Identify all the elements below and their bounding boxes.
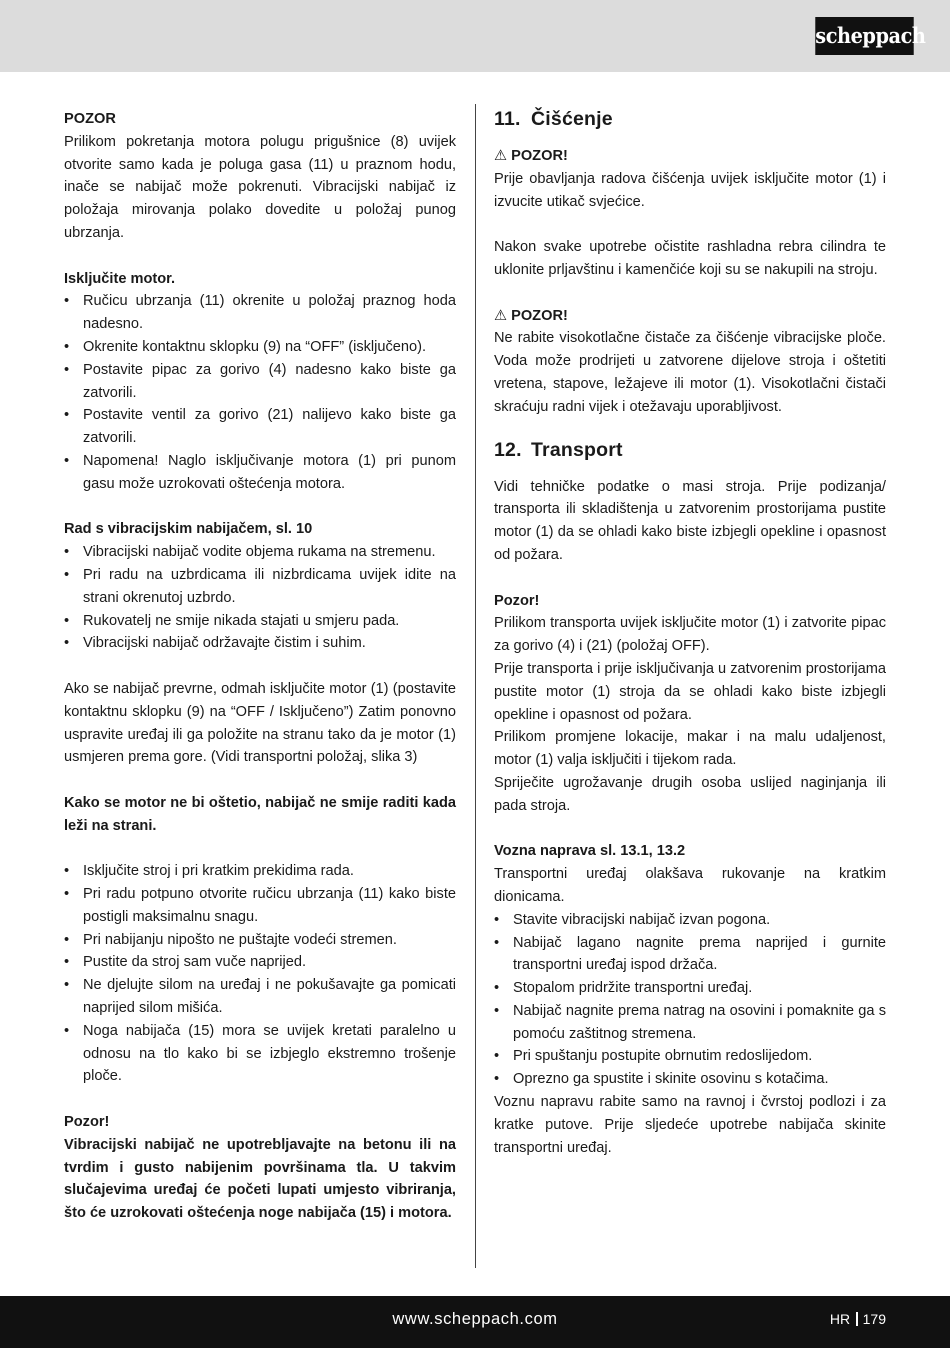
column-divider — [475, 104, 476, 1268]
cleaning-paragraph: Nakon svake upotrebe očistite rashladna rebra cilindra te uklonite prljavštinu i kamenčiće koji su se nakupili na stroju. — [494, 239, 886, 278]
list-item: • Nabijač nagnite prema natrag na osovini i pomaknite ga s pomoću zaštitnog stremena. — [494, 1000, 886, 1046]
list-item: • Postavite pipac za gorivo (4) nadesno kako biste ga zatvorili. — [64, 359, 456, 405]
list-item: • Vibracijski nabijač održavajte čistim i suhim. — [64, 632, 456, 655]
section-heading-transport — [494, 437, 886, 463]
list-item: • Okrenite kontaktnu sklopku (9) na “OFF” (isključeno). — [64, 336, 456, 359]
list-item: • Pri radu na uzbrdicama ili nizbrdicama uvijek idite na strani okrenutoj uzbrdo. — [64, 564, 456, 610]
warning-triangle-icon: ⚠ — [494, 307, 508, 324]
list-item: • Rukovatelj ne smije nikada stajati u smjeru pada. — [64, 610, 456, 633]
side-warning: Kako se motor ne bi oštetio, nabijač ne smije raditi kada leži na strani. — [64, 794, 456, 834]
pozor-heading: POZOR — [64, 111, 116, 127]
warning-heading: ⚠ POZOR! — [494, 148, 568, 164]
page-number: 179 — [862, 1311, 886, 1327]
list-item: • Isključite stroj i pri kratkim prekidima rada. — [64, 860, 456, 883]
work-heading: Rad s vibracijskim nabijačem, sl. 10 — [64, 521, 313, 538]
language-code: HR — [829, 1311, 851, 1327]
section-title: Čišćenje — [531, 108, 613, 130]
list-item: • Stavite vibracijski nabijač izvan pogona. — [494, 909, 886, 932]
brand-logo: scheppach — [815, 17, 913, 55]
stop-engine-heading: Isključite motor. — [64, 270, 176, 287]
list-item: • Noga nabijača (15) mora se uvijek kretati paralelno u odnosu na tlo kako bi se izbjeglo ekstremno trošenje ploče. — [64, 1020, 456, 1088]
list-item: • Pri radu potpuno otvorite ručicu ubrzanja (11) kako biste postigli maksimalnu snagu. — [64, 883, 456, 929]
right-column — [494, 108, 886, 1159]
final-warning-text: Vibracijski nabijač ne upotrebljavajte na betonu ili na tvrdim i gusto nabijenim površinama tla. U takvim slučajevima uređaj će početi lupati umjesto vibriranja, što će uzrokovati oštećenja noge nabijača (15) i motora. — [64, 1136, 456, 1222]
page-indicator — [830, 1296, 886, 1342]
wheels-heading: Vozna naprava sl. 13.1, 13.2 — [494, 843, 686, 860]
list-item: • Stopalom pridržite transportni uređaj. — [494, 977, 886, 1000]
section-title: Transport — [531, 438, 623, 461]
header-bar — [0, 0, 950, 72]
separator — [856, 1312, 858, 1326]
final-warning-heading: Pozor! — [64, 1114, 110, 1131]
wheels-list — [494, 909, 886, 1091]
list-item: • Pustite da stroj sam vuče naprijed. — [64, 951, 456, 974]
list-item: • Vibracijski nabijač vodite objema rukama na stremenu. — [64, 541, 456, 564]
list-item: • Oprezno ga spustite i skinite osovinu s kotačima. — [494, 1068, 886, 1091]
left-column — [64, 108, 456, 1225]
cleaning-warning-text: Prije obavljanja radova čišćenja uvijek isključite motor (1) i izvucite utikač svjećice. — [494, 170, 886, 210]
transport-line: Prilikom transporta uvijek isključite motor (1) i zatvorite pipac za gorivo (4) i (21) (položaj OFF). — [494, 615, 886, 655]
transport-line: Prilikom promjene lokacije, makar i na malu udaljenost, motor (1) valja isključiti i tijekom rada. — [494, 729, 886, 769]
list-item: • Napomena! Naglo isključivanje motora (1) pri punom gasu može uzrokovati oštećenja motora. — [64, 450, 456, 496]
transport-pozor-heading: Pozor! — [494, 592, 540, 609]
list-item: • Pri nabijanju nipošto ne puštajte vodeći stremen. — [64, 929, 456, 952]
pozor-paragraph: Prilikom pokretanja motora polugu prigušnice (8) uvijek otvorite samo kada je poluga gasa (11) u praznom hodu, inače se nabijač može pokrenuti. Vibracijski nabijač iz položaja mirovanja polako dovedite u položaj punog ubrzanja. — [64, 133, 456, 241]
warning-triangle-icon: ⚠ — [494, 148, 508, 164]
transport-line: Prije transporta i prije isključivanja u zatvorenim prostorijama pustite motor (1) stroja da se ohladi kako biste izbjegli opekline i opasnost od požara. — [494, 660, 886, 723]
list-item: • Postavite ventil za gorivo (21) nalijevo kako biste ga zatvorili. — [64, 404, 456, 450]
section-number: 12. — [494, 438, 522, 461]
list-item: • Nabijač lagano nagnite prema naprijed i gurnite transportni uređaj ispod držača. — [494, 932, 886, 978]
wheels-closing: Voznu napravu rabite samo na ravnoj i čvrstoj podlozi i za kratke putove. Prije sljedeće upotrebe nabijača skinite transportni uređaj. — [494, 1094, 886, 1156]
list-item: • Ne djelujte silom na uređaj i ne pokušavajte ga pomicati naprijed silom mišića. — [64, 974, 456, 1020]
list-item: • Ručicu ubrzanja (11) okrenite u položaj praznog hoda nadesno. — [64, 290, 456, 336]
work-list — [64, 541, 456, 655]
overturn-paragraph: Ako se nabijač prevrne, odmah isključite motor (1) (postavite kontaktnu sklopku (9) na “OFF / Isključeno”) Zatim ponovno uspravite uređaj ili ga položite na stranu tako da je motor (1) usmjeren prema gore. (Vidi transportni položaj, slika 3) — [64, 680, 456, 766]
warning-heading: ⚠ POZOR! — [494, 307, 568, 324]
list-item: • Pri spuštanju postupite obrnutim redoslijedom. — [494, 1045, 886, 1068]
transport-line: Spriječite ugrožavanje drugih osoba uslijed naginjanja ili pada stroja. — [494, 774, 886, 814]
operation-list — [64, 860, 456, 1088]
stop-engine-list — [64, 290, 456, 495]
pressure-washer-warning: Ne rabite visokotlačne čistače za čišćenje vibracijske ploče. Voda može prodrijeti u zatvorene dijelove stroja i oštetiti vretena, stapove, ležajeve ili motor (1). Visokotlačni čistači skraćuju radni vijek i otežavaju uporabljivost. — [494, 330, 886, 415]
wheels-paragraph: Transportni uređaj olakšava rukovanje na kratkim dionicama. — [494, 866, 886, 905]
footer-bar — [0, 1296, 950, 1348]
footer-website-link[interactable]: www.scheppach.com — [392, 1310, 558, 1328]
transport-paragraph: Vidi tehničke podatke o masi stroja. Prije podizanja/ transporta ili skladištenja u zatvorenim prostorijama pustite motor (1) da se ohladi kako biste izbjegli opekline i opasnost od požara. — [494, 478, 886, 563]
section-heading-cleaning — [494, 106, 886, 132]
section-number: 11. — [494, 108, 521, 130]
